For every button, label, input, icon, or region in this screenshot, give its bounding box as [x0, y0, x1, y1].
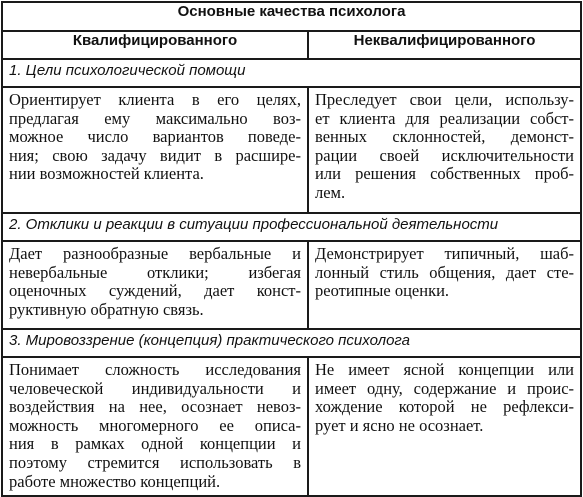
- section-heading-goals: 1. Цели психологической помощи: [2, 59, 581, 87]
- text-line: ния; свою задачу видит в расшире-: [9, 145, 301, 165]
- section-heading-row: [2, 59, 581, 87]
- column-header-unqualified: Неквалифицированного: [308, 31, 581, 59]
- text-line: оценочных суждений, дает конст-: [9, 281, 301, 301]
- unqualified-cell-worldview: [308, 357, 581, 496]
- text-line: невербальные отклики; избегая: [9, 262, 301, 282]
- section-heading-worldview: 3. Мировоззрение (концепция) практического психолога: [2, 329, 581, 357]
- text-line: поэтому стремится использовать в: [9, 452, 301, 472]
- column-header-qualified: Квалифицированного: [2, 31, 308, 59]
- text-line: Понимает сложность исследования: [9, 360, 301, 379]
- section-content-row: [2, 357, 581, 496]
- text-line: реотипные оценки.: [315, 281, 450, 301]
- text-line: можность многомерного ее описа-: [9, 415, 301, 435]
- text-line: хождение которой не рефлекси-: [315, 397, 575, 417]
- text-line: ет клиента для реализации собст-: [315, 108, 575, 128]
- column-header-row: [2, 31, 581, 59]
- section-content-row: [2, 87, 581, 213]
- section-content-row: [2, 241, 581, 329]
- text-line: лем.: [315, 182, 346, 202]
- qualified-cell-goals: [2, 87, 308, 213]
- text-line: человеческой индивидуальности и: [9, 378, 301, 398]
- text-line: руктивную обратную связь.: [9, 299, 204, 319]
- text-line: нии возможностей клиента.: [9, 164, 204, 184]
- text-line: предлагая ему максимально воз-: [9, 108, 301, 128]
- qualified-cell-worldview: [2, 357, 308, 496]
- text-line: Ориентирует клиента в его целях,: [9, 90, 301, 109]
- unqualified-cell-responses: [308, 241, 581, 329]
- text-line: или решения собственных проб-: [315, 164, 575, 184]
- text-line: лонный стиль общения, дает сте-: [315, 262, 575, 282]
- text-line: Дает разнообразные вербальные и: [9, 244, 301, 263]
- text-line: работе множество концепций.: [9, 471, 221, 491]
- text-line: можное число вариантов поведе-: [9, 127, 301, 147]
- unqualified-cell-goals: [308, 87, 581, 213]
- section-heading-responses: 2. Отклики и реакции в ситуации профессиональной деятельности: [2, 213, 581, 241]
- text-line: Демонстрирует типичный, шаб-: [315, 244, 575, 263]
- section-heading-row: [2, 213, 581, 241]
- text-line: рации своей исключительности: [315, 145, 575, 165]
- text-line: рует и ясно не осознает.: [315, 415, 484, 435]
- psychologist-qualities-table: [1, 1, 582, 497]
- text-line: имеет одну, содержание и проис-: [315, 378, 575, 398]
- text-line: ния в рамках одной концепции и: [9, 434, 301, 454]
- table-title: Основные качества психолога: [2, 2, 581, 31]
- qualified-cell-responses: [2, 241, 308, 329]
- table-title-row: [2, 2, 581, 31]
- text-line: воздействия на нее, осознает невоз-: [9, 397, 301, 417]
- section-heading-row: [2, 329, 581, 357]
- text-line: Преследует свои цели, использу-: [315, 90, 575, 109]
- text-line: Не имеет ясной концепции или: [315, 360, 575, 379]
- text-line: венных склонностей, демонст-: [315, 127, 575, 147]
